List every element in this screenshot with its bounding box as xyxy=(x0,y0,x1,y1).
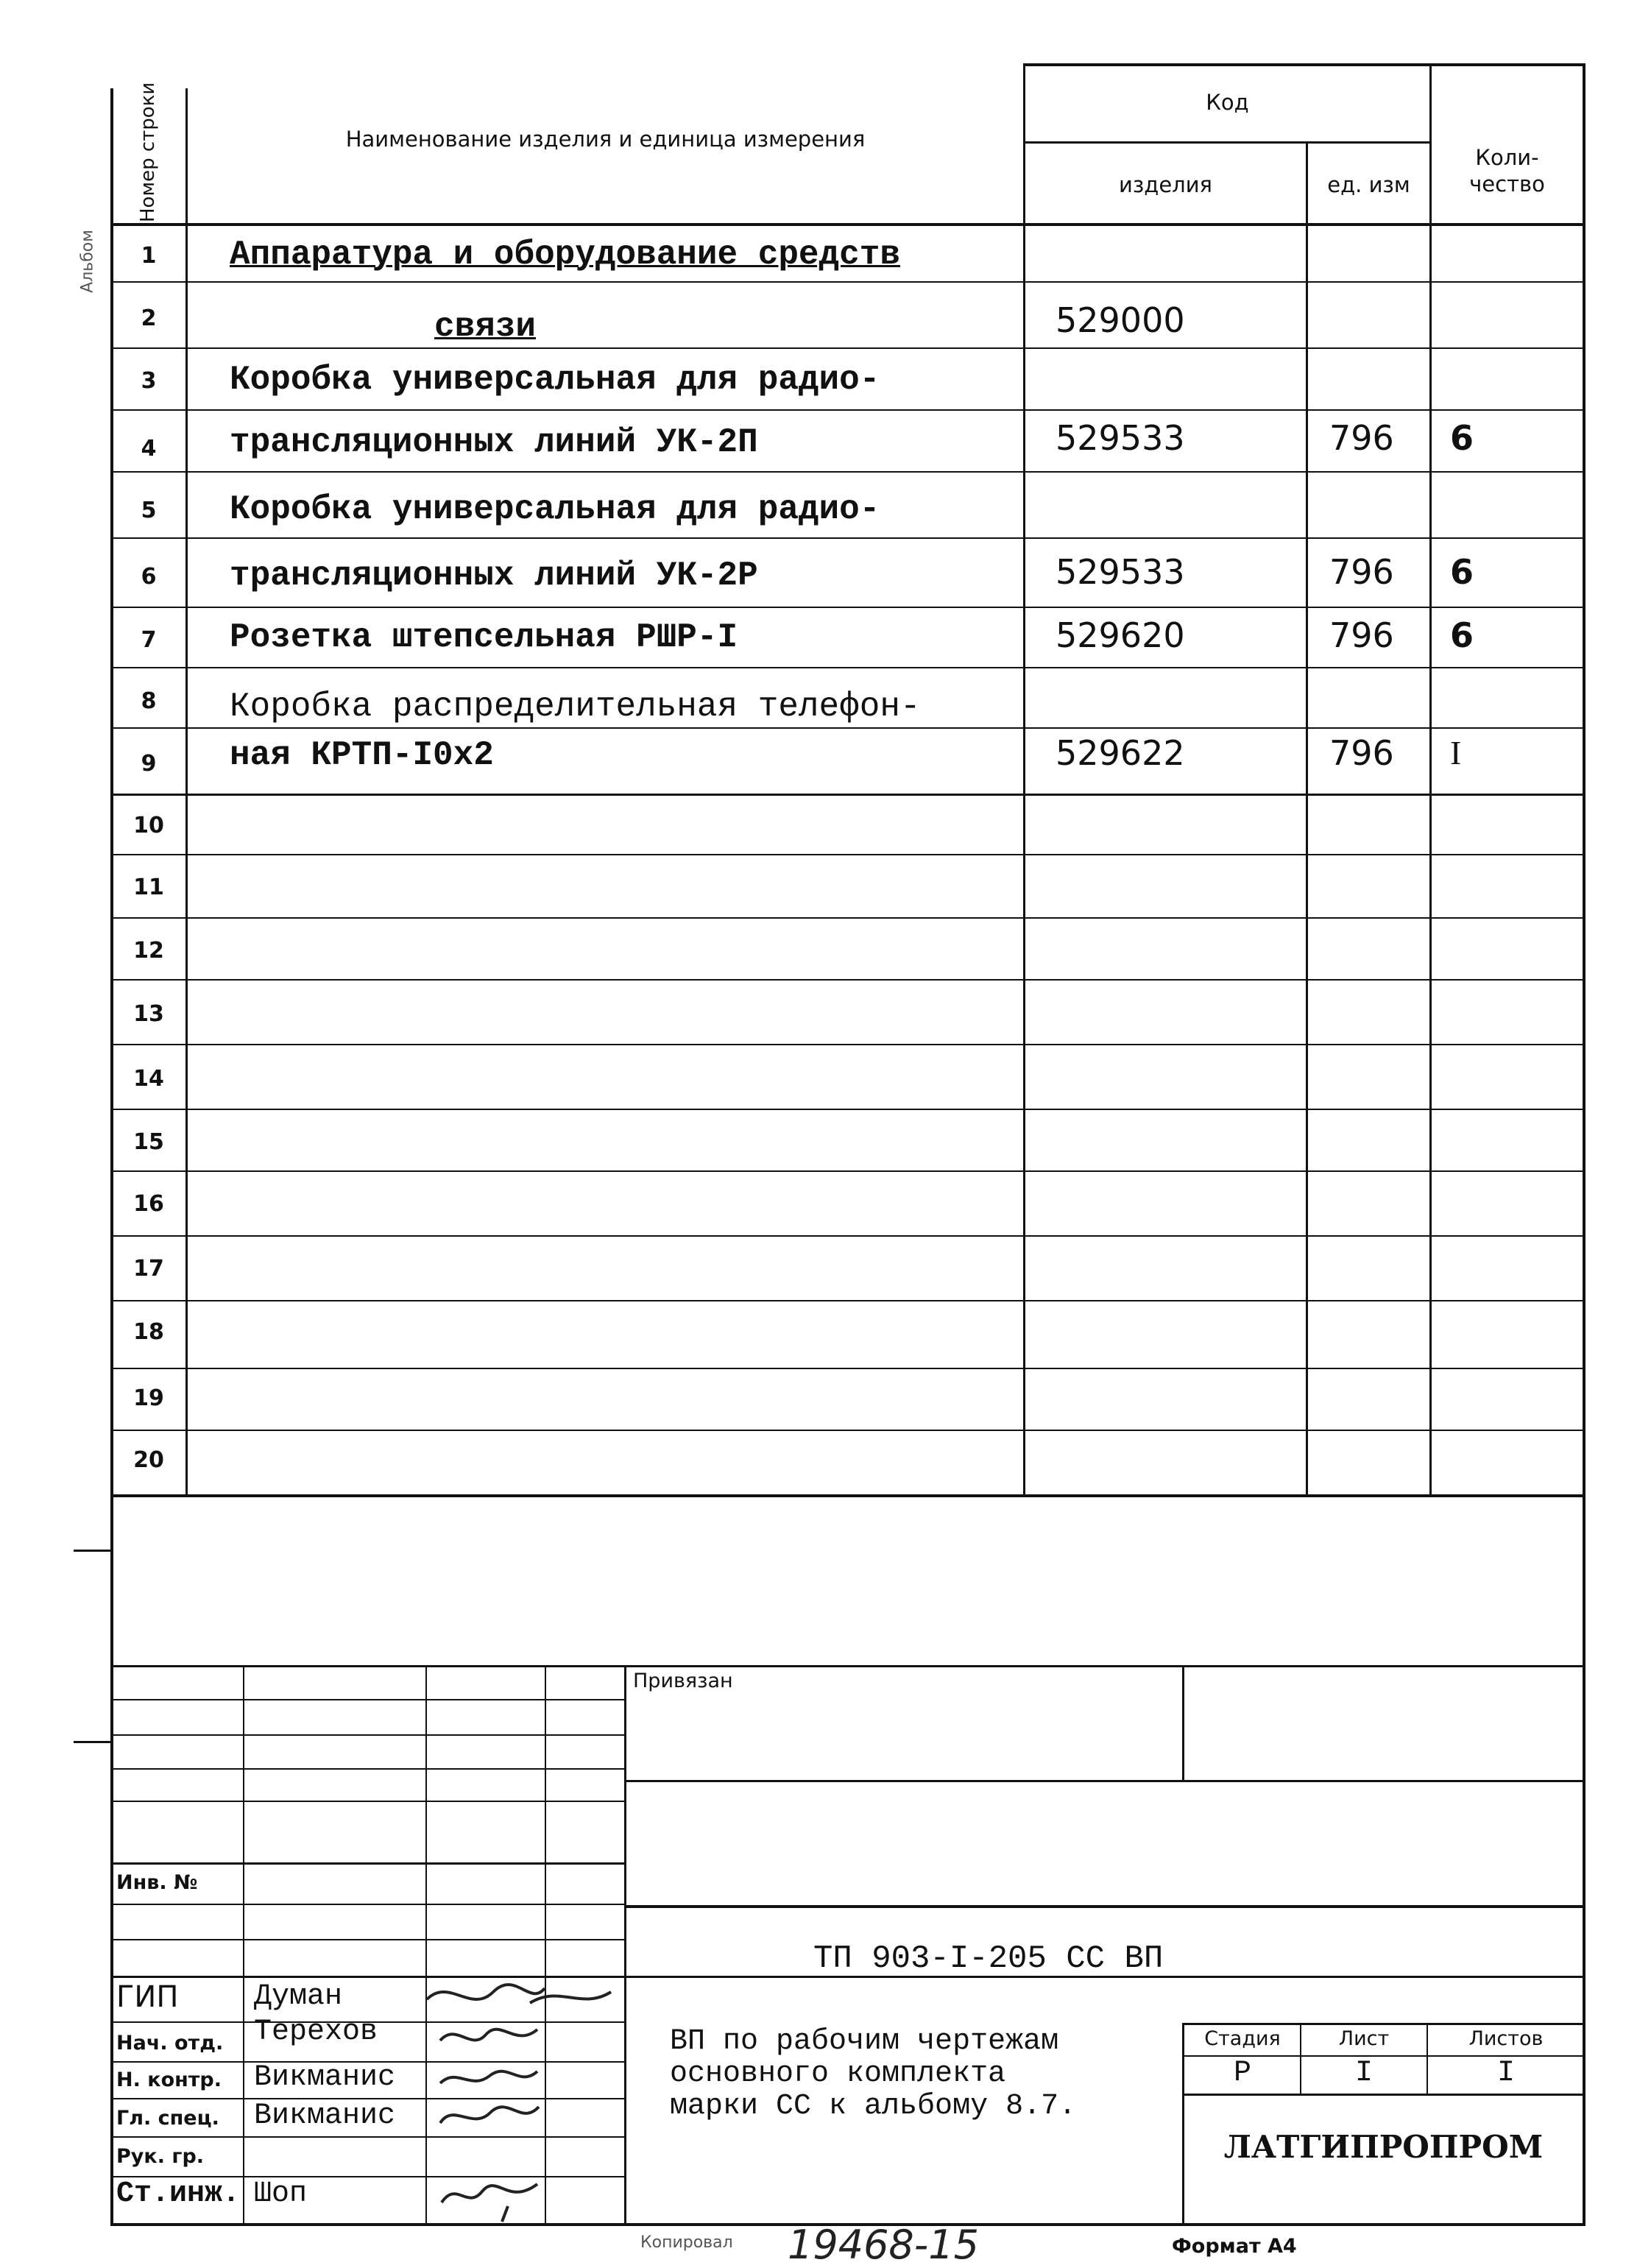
person-name: Викманис xyxy=(254,2099,396,2133)
margin-tick xyxy=(74,1550,110,1552)
row-number: 17 xyxy=(133,1256,164,1282)
row-number: 10 xyxy=(133,813,164,838)
row-number: 14 xyxy=(133,1066,164,1092)
document-title-line: основного комплекта xyxy=(670,2057,1006,2091)
stage-label: Стадия xyxy=(1204,2027,1281,2050)
table-right-border xyxy=(1583,63,1585,2225)
sheet-label: Лист xyxy=(1338,2027,1390,2050)
unit-code: 796 xyxy=(1329,615,1394,655)
signature-image xyxy=(420,1970,626,2021)
role-label: ГИП xyxy=(116,1980,179,2014)
quantity: 6 xyxy=(1450,615,1474,655)
stage-value: Р xyxy=(1233,2057,1251,2090)
signature-image xyxy=(434,2173,545,2225)
row-number: 16 xyxy=(133,1191,164,1217)
row-number: 11 xyxy=(133,875,164,900)
document-title-line: марки СС к альбому 8.7. xyxy=(670,2090,1077,2123)
sheet-value: I xyxy=(1354,2057,1373,2090)
quantity-header: Коли- чество xyxy=(1469,145,1545,197)
role-label: Гл. спец. xyxy=(116,2107,219,2130)
row-number-header-label: Номер строки xyxy=(137,82,159,222)
row-number-header xyxy=(110,82,185,223)
column-divider xyxy=(1306,141,1308,1496)
person-name: Викманис xyxy=(254,2061,396,2094)
stamp-top-border xyxy=(110,1665,1585,1667)
role-label: Нач. отд. xyxy=(116,2032,224,2055)
header-bottom-border xyxy=(110,223,1585,226)
row-number: 4 xyxy=(141,436,157,462)
document-title xyxy=(670,2026,1076,2123)
row-number: 7 xyxy=(141,627,157,653)
sheets-value: I xyxy=(1496,2057,1515,2090)
document-title-line: ВП по рабочим чертежам xyxy=(670,2025,1059,2058)
document-code: ТП 903-I-205 СС ВП xyxy=(813,1940,1164,1977)
album-margin-label: Альбом xyxy=(78,230,97,293)
item-name: трансляционных линий УК-2Р xyxy=(230,557,758,595)
item-name: Коробка универсальная для радио- xyxy=(230,490,880,529)
code-header: Код xyxy=(1206,90,1249,115)
signature-image xyxy=(434,2018,545,2060)
item-code: 529533 xyxy=(1056,418,1185,458)
row-number: 15 xyxy=(133,1129,164,1155)
row-number: 18 xyxy=(133,1319,164,1345)
row-number: 13 xyxy=(133,1001,164,1027)
person-name: Терехов xyxy=(254,2016,378,2049)
name-header: Наименование изделия и единица измерения xyxy=(345,127,866,152)
role-label: Ст.инж. xyxy=(116,2177,241,2211)
organization-name: ЛАТГИПРОПРОМ xyxy=(1223,2129,1544,2165)
margin-tick xyxy=(74,1741,110,1743)
role-label: Рук. гр. xyxy=(116,2145,205,2168)
item-code: 529000 xyxy=(1056,300,1185,340)
row-number: 9 xyxy=(141,751,157,777)
row-number: 20 xyxy=(133,1447,164,1473)
column-divider xyxy=(1429,65,1432,1496)
item-name: трансляционных линий УК-2П xyxy=(230,423,758,462)
row-number: 2 xyxy=(141,305,157,331)
format-label: Формат А4 xyxy=(1172,2235,1297,2258)
copied-number: 19468-15 xyxy=(788,2222,979,2268)
row-number: 19 xyxy=(133,1385,164,1411)
person-name: Шоп xyxy=(254,2177,308,2211)
item-code: 529533 xyxy=(1056,552,1185,592)
privyazan-label: Привязан xyxy=(633,1670,733,1692)
table-top-border xyxy=(1023,63,1585,66)
unit-code: 796 xyxy=(1329,733,1394,773)
item-code: 529622 xyxy=(1056,733,1185,773)
code-unit-header: ед. изм xyxy=(1327,172,1410,197)
unit-code: 796 xyxy=(1329,552,1394,592)
header-divider xyxy=(1023,141,1432,144)
item-name: ная КРТП-I0х2 xyxy=(230,736,494,774)
column-divider xyxy=(185,88,188,1496)
sheets-label: Листов xyxy=(1468,2027,1544,2050)
inventory-number-label: Инв. № xyxy=(116,1871,198,1894)
quantity: 6 xyxy=(1450,418,1474,458)
item-name: Коробка распределительная телефон- xyxy=(230,688,921,726)
quantity: I xyxy=(1450,734,1462,771)
row-number: 3 xyxy=(141,368,157,394)
item-name: Аппаратура и оборудование средств xyxy=(230,236,900,274)
row-number: 12 xyxy=(133,938,164,964)
frame-left-border xyxy=(110,1494,113,2225)
row-number: 1 xyxy=(141,243,157,269)
signature-image xyxy=(434,2061,545,2098)
item-name: связи xyxy=(434,308,537,346)
role-label: Н. контр. xyxy=(116,2069,222,2091)
signature-image xyxy=(434,2098,545,2136)
row-number: 8 xyxy=(141,688,157,714)
quantity: 6 xyxy=(1450,552,1474,592)
item-code: 529620 xyxy=(1056,615,1185,655)
code-item-header: изделия xyxy=(1119,172,1212,197)
row-number: 6 xyxy=(141,564,157,590)
table-bottom-border xyxy=(110,1494,1585,1497)
unit-code: 796 xyxy=(1329,418,1394,458)
item-name: Коробка универсальная для радио- xyxy=(230,361,880,399)
person-name: Думан xyxy=(254,1980,343,2013)
item-name: Розетка штепсельная РШР-I xyxy=(230,618,738,657)
copied-label: Копировал xyxy=(640,2233,733,2252)
row-number: 5 xyxy=(141,498,157,523)
table-left-border xyxy=(110,88,113,1496)
